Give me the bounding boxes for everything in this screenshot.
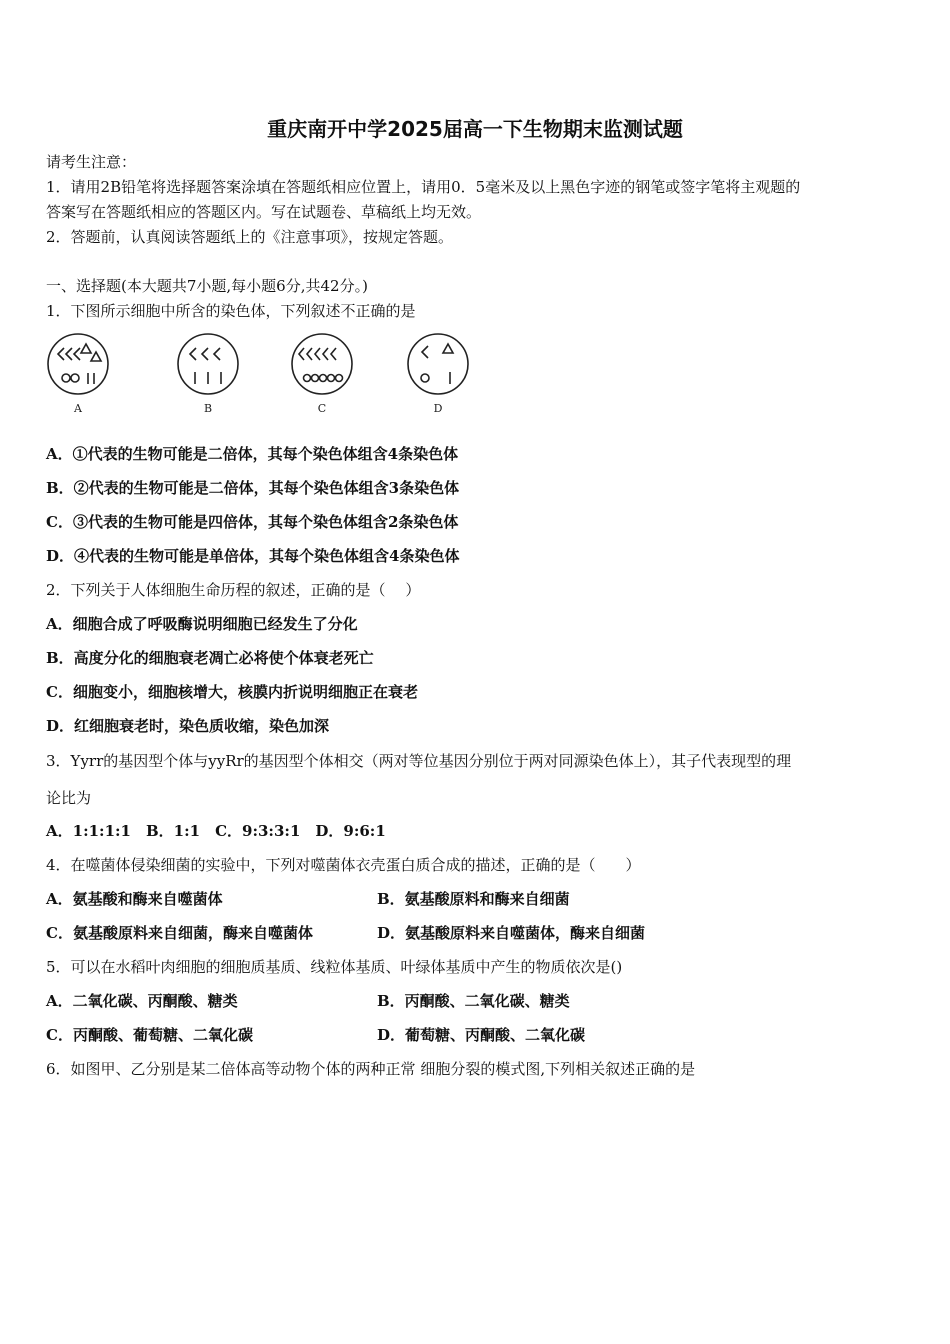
q5-option-b: B．丙酮酸、二氧化碳、糖类	[377, 992, 570, 1010]
notice-1a: 1．请用2B铅笔将选择题答案涂填在答题纸相应位置上，请用0．5毫米及以上黑色字迹的钢笔或签字笔将主观题的	[46, 178, 801, 196]
q1-option-c: C．③代表的生物可能是四倍体，其每个染色体组含2条染色体	[46, 513, 459, 531]
q4-option-c: C．氨基酸原料来自细菌，酶来自噬菌体	[46, 924, 313, 942]
q1-stem: 1．下图所示细胞中所含的染色体，下列叙述不正确的是	[46, 302, 416, 320]
q2-option-b: B．高度分化的细胞衰老凋亡必将使个体衰老死亡	[46, 649, 374, 667]
q4-option-a: A．氨基酸和酶来自噬菌体	[46, 890, 223, 908]
q1-option-b: B．②代表的生物可能是二倍体，其每个染色体组含3条染色体	[46, 479, 460, 497]
figure-label-c: C	[317, 402, 327, 415]
notice-heading: 请考生注意：	[46, 153, 137, 171]
notice-1b: 答案写在答题纸相应的答题区内。写在试题卷、草稿纸上均无效。	[46, 203, 482, 221]
page-title: 重庆南开中学2025届高一下生物期末监测试题	[267, 117, 683, 141]
q1-option-a: A．①代表的生物可能是二倍体，其每个染色体组含4条染色体	[46, 445, 459, 463]
notice-2: 2．答题前，认真阅读答题纸上的《注意事项》，按规定答题。	[46, 228, 454, 246]
q5-option-d: D．葡萄糖、丙酮酸、二氧化碳	[377, 1026, 586, 1044]
figure-label-a: A	[74, 402, 82, 415]
q2-option-c: C．细胞变小，细胞核增大，核膜内折说明细胞正在衰老	[46, 683, 418, 701]
q4-option-d: D．氨基酸原料来自噬菌体，酶来自细菌	[377, 924, 646, 942]
figure-label-d: D	[433, 402, 443, 415]
q5-option-c: C．丙酮酸、葡萄糖、二氧化碳	[46, 1026, 253, 1044]
q3-stem-b: 论比为	[46, 789, 92, 807]
q2-option-a: A．细胞合成了呼吸酶说明细胞已经发生了分化	[46, 615, 358, 633]
q6-stem: 6．如图甲、乙分别是某二倍体高等动物个体的两种正常 细胞分裂的模式图,下列相关叙述正确的是	[46, 1060, 696, 1078]
q4-stem: 4．在噬菌体侵染细菌的实验中，下列对噬菌体衣壳蛋白质合成的描述，正确的是（ ）	[46, 856, 641, 874]
q3-options: A．1:1:1:1 B．1:1 C．9:3:3:1 D．9:6:1	[46, 822, 386, 840]
q2-stem: 2．下列关于人体细胞生命历程的叙述，正确的是（ ）	[46, 581, 421, 599]
q4-option-b: B．氨基酸原料和酶来自细菌	[377, 890, 570, 908]
q2-option-d: D．红细胞衰老时，染色质收缩，染色加深	[46, 717, 330, 735]
figure-label-b: B	[203, 402, 213, 415]
q3-stem-a: 3．Yyrr的基因型个体与yyRr的基因型个体相交（两对等位基因分别位于两对同源染色体上），其子代表现型的理	[46, 752, 792, 770]
q5-stem: 5．可以在水稻叶肉细胞的细胞质基质、线粒体基质、叶绿体基质中产生的物质依次是()	[46, 958, 623, 976]
q1-option-d: D．④代表的生物可能是单倍体，其每个染色体组含4条染色体	[46, 547, 460, 565]
section-heading: 一、选择题(本大题共7小题,每小题6分,共42分。)	[46, 277, 368, 295]
chromosome-figure	[40, 330, 480, 420]
q5-option-a: A．二氧化碳、丙酮酸、糖类	[46, 992, 238, 1010]
